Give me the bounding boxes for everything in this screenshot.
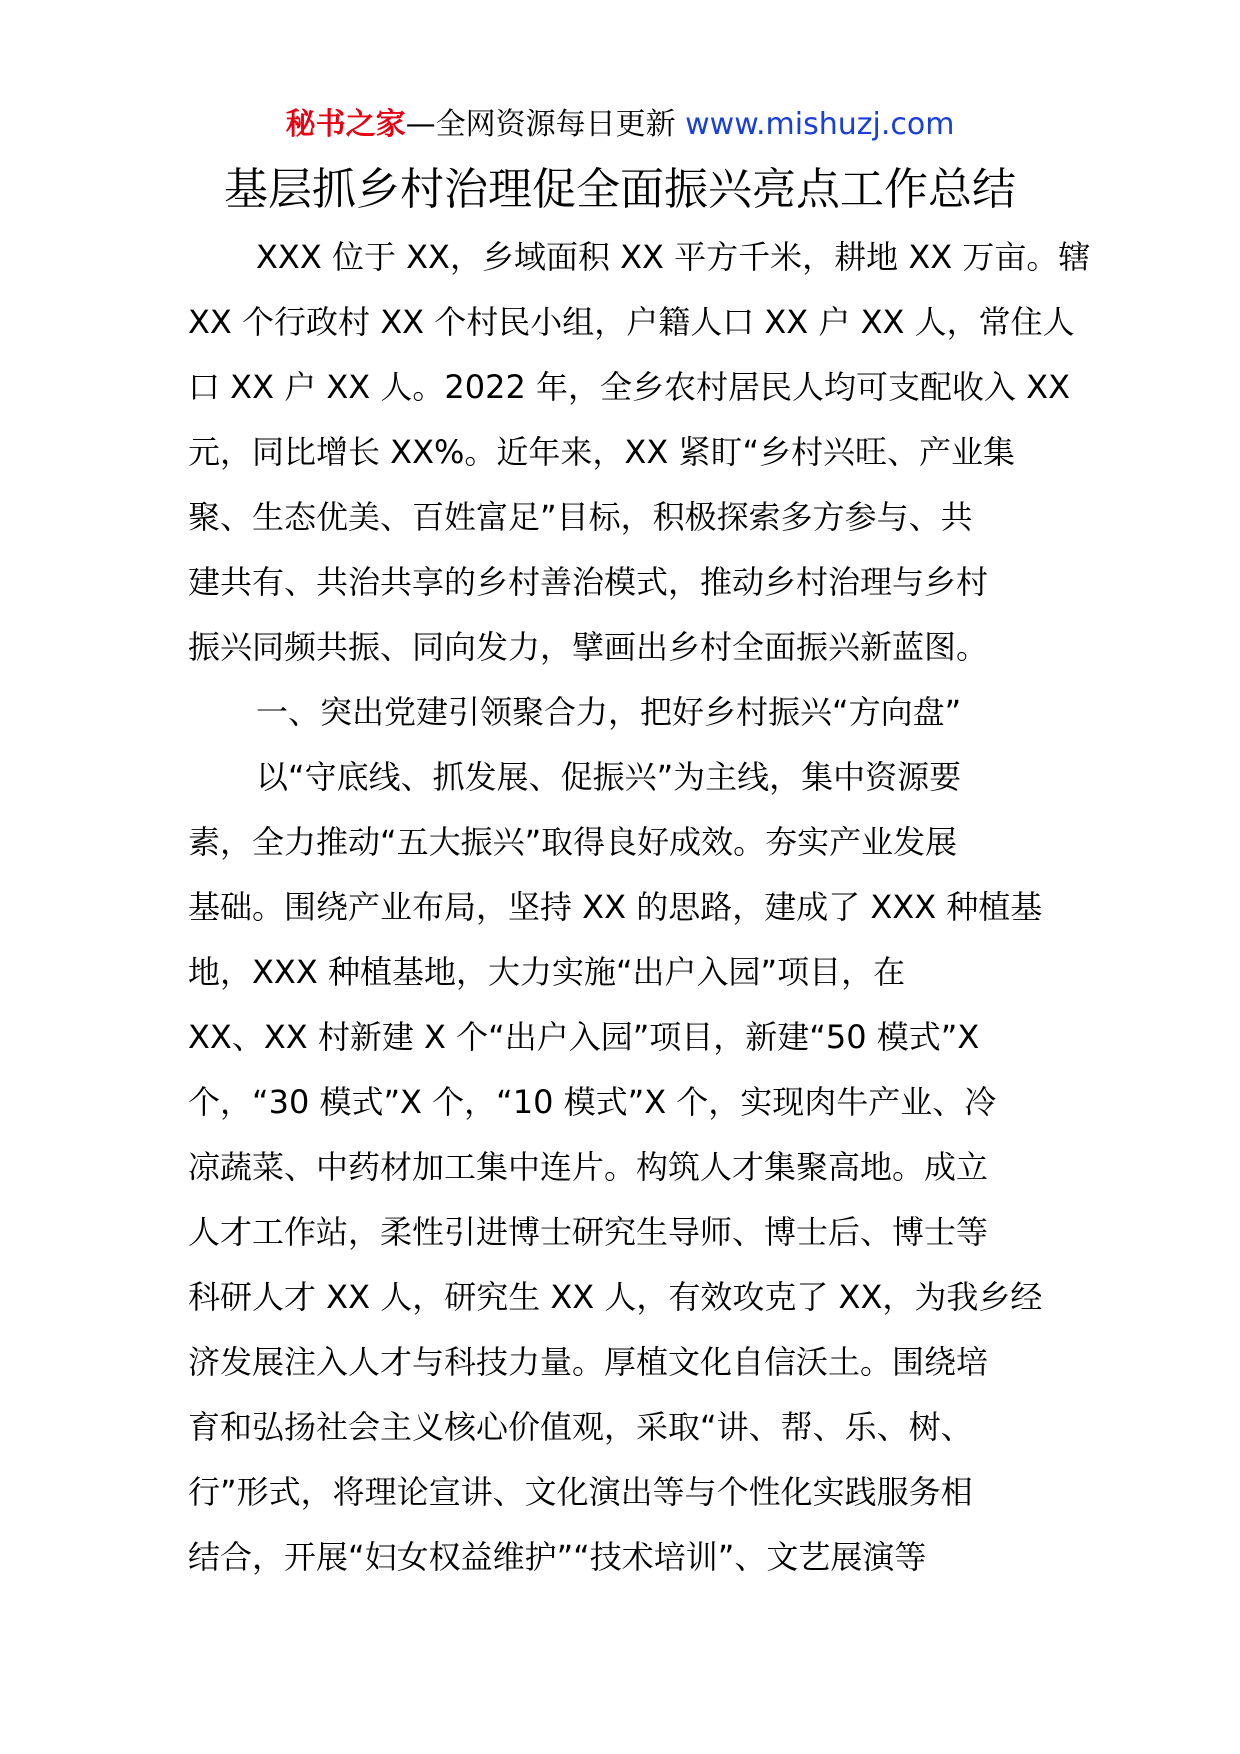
document-body [188,225,1091,1590]
body-line: 振兴同频共振、同向发力，擘画出乡村全面振兴新蓝图。 [188,628,989,666]
section-heading: 一、突出党建引领聚合力，把好乡村振兴“方向盘” [256,693,962,731]
body-line: 济发展注入人才与科技力量。厚植文化自信沃土。围绕培 [188,1343,989,1381]
body-line: 育和弘扬社会主义核心价值观，采取“讲、帮、乐、树、 [188,1408,973,1446]
body-line: 地，XXX 种植基地，大力实施“出户入园”项目，在 [188,953,906,991]
body-line: XX、XX 村新建 X 个“出户入园”项目，新建“50 模式”X [188,1018,980,1056]
body-line: 个，“30 模式”X 个，“10 模式”X 个，实现肉牛产业、冷 [188,1083,997,1121]
body-line: 口 XX 户 XX 人。2022 年，全乡农村居民人均可支配收入 XX [188,368,1071,406]
body-line: 以“守底线、抓发展、促振兴”为主线，集中资源要 [256,758,962,796]
body-line: 建共有、共治共享的乡村善治模式，推动乡村治理与乡村 [188,563,989,601]
body-line: 科研人才 XX 人，研究生 XX 人，有效攻克了 XX，为我乡经 [188,1278,1043,1316]
document-title: 基层抓乡村治理促全面振兴亮点工作总结 [224,164,1016,215]
site-url-link[interactable]: www.mishuzj.com [685,107,955,142]
body-line: 聚、生态优美、百姓富足”目标，积极探索多方参与、共 [188,498,973,536]
body-line: 结合，开展“妇女权益维护”“技术培训”、文艺展演等 [188,1538,927,1576]
body-line: XX 个行政村 XX 个村民小组，户籍人口 XX 户 XX 人，常住人 [188,303,1075,341]
site-tagline: —全网资源每日更新 [405,107,676,142]
brand-name: 秘书之家 [285,107,406,142]
body-line: 元，同比增长 XX%。近年来，XX 紧盯“乡村兴旺、产业集 [188,433,1016,471]
body-line: 行”形式，将理论宣讲、文化演出等与个性化实践服务相 [188,1473,973,1511]
body-line: XXX 位于 XX，乡域面积 XX 平方千米，耕地 XX 万亩。辖 [256,238,1091,276]
site-header [0,100,1240,150]
body-line: 素，全力推动“五大振兴”取得良好成效。夯实产业发展 [188,823,958,861]
body-line: 基础。围绕产业布局，坚持 XX 的思路，建成了 XXX 种植基 [188,888,1043,926]
body-line: 凉蔬菜、中药材加工集中连片。构筑人才集聚高地。成立 [188,1148,989,1186]
body-line: 人才工作站，柔性引进博士研究生导师、博士后、博士等 [188,1213,989,1251]
